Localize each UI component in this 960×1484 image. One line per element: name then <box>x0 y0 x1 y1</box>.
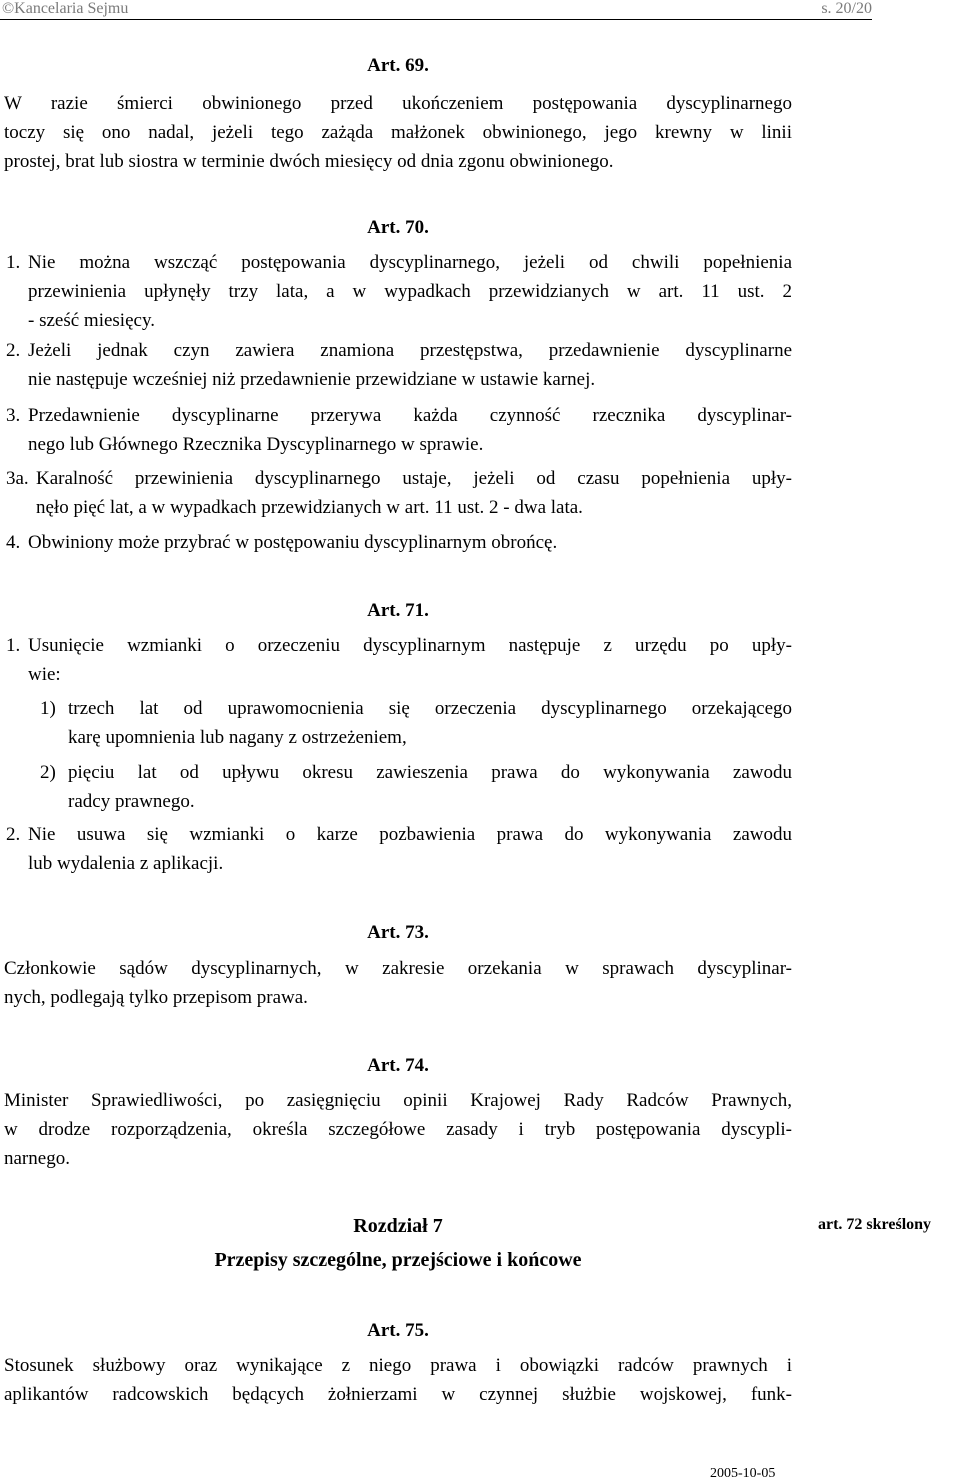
art-71-subitem-2: pięciu lat od upływu okresu zawieszenia prawa do wykonywania zawodu radcy prawnego. <box>68 762 792 812</box>
art-70-item-3a: Karalność przewinienia dyscyplinarnego ustaje, jeżeli od czasu popełnienia upły- nęło pięć lat, a w wypadkach przewidzianych w art. 11 ust. 2 - dwa lata. <box>36 468 792 518</box>
art-71-item-number: 2. <box>6 824 21 845</box>
header-page-number: s. 20/20 <box>821 0 872 17</box>
art-71-subitem-1: trzech lat od uprawomocnienia się orzeczenia dyscyplinarnego orzekającego karę upomnienia lub nagany z ostrzeżeniem, <box>68 698 792 748</box>
art-71-title: Art. 71. <box>367 600 429 621</box>
art-71-item-2: Nie usuwa się wzmianki o karze pozbawienia prawa do wykonywania zawodu lub wydalenia z aplikacji. <box>28 824 792 874</box>
art-71-item-number: 1. <box>6 635 21 656</box>
art-69-text: W razie śmierci obwinionego przed ukończeniem postępowania dyscyplinarnego toczy się ono nadal, jeżeli tego zażąda małżonek obwinionego, jego krewny w linii prostej, brat lub siostra w terminie dwóch miesięcy od dnia zgonu obwinionego. <box>4 93 792 172</box>
art-70-item-1: Nie można wszcząć postępowania dyscyplinarnego, jeżeli od chwili popełnienia przewinienia upłynęły trzy lata, a w wypadkach przewidzianych w art. 11 ust. 2 - sześć miesięcy. <box>28 252 792 331</box>
art-73-title: Art. 73. <box>367 922 429 943</box>
art-70-item-number: 2. <box>6 340 21 361</box>
art-75-text: Stosunek służbowy oraz wynikające z niego prawa i obowiązki radców prawnych i aplikantów radcowskich będących żołnierzami w czynnej służbie wojskowej, funk- <box>4 1355 792 1405</box>
art-69-title: Art. 69. <box>367 55 429 76</box>
chapter-title: Rozdział 7 <box>353 1215 443 1237</box>
header-source: ©Kancelaria Sejmu <box>2 0 129 17</box>
side-note: art. 72 skreślony <box>818 1216 932 1233</box>
art-71-item-1: Usunięcie wzmianki o orzeczeniu dyscyplinarnym następuje z urzędu po upły- wie: <box>28 635 792 685</box>
art-71-sub-number: 2) <box>40 762 56 783</box>
chapter-subtitle: Przepisy szczególne, przejściowe i końcowe <box>214 1249 582 1271</box>
art-70-item-3: Przedawnienie dyscyplinarne przerywa każda czynność rzecznika dyscyplinar- nego lub Głównego Rzecznika Dyscyplinarnego w sprawie. <box>28 405 792 455</box>
art-70-title: Art. 70. <box>367 217 429 238</box>
page-header <box>0 0 872 20</box>
art-70-item-number: 4. <box>6 532 21 553</box>
art-70-item-number: 1. <box>6 252 21 273</box>
art-70-item-4: Obwiniony może przybrać w postępowaniu dyscyplinarnym obrońcę. <box>28 532 558 553</box>
art-73-text: Członkowie sądów dyscyplinarnych, w zakresie orzekania w sprawach dyscyplinar- nych, podlegają tylko przepisom prawa. <box>4 958 792 1008</box>
art-74-title: Art. 74. <box>367 1055 429 1076</box>
footer-date: 2005-10-05 <box>710 1466 776 1481</box>
art-74-text: Minister Sprawiedliwości, po zasięgnięciu opinii Krajowej Rady Radców Prawnych, w drodze rozporządzenia, określa szczegółowe zasady i tryb postępowania dyscypli- narnego. <box>4 1090 792 1169</box>
art-71-sub-number: 1) <box>40 698 56 719</box>
art-75-title: Art. 75. <box>367 1320 429 1341</box>
art-70-item-number: 3a. <box>6 468 29 489</box>
art-70-item-2: Jeżeli jednak czyn zawiera znamiona przestępstwa, przedawnienie dyscyplinarne nie następuje wcześniej niż przedawnienie przewidziane w ustawie karnej. <box>28 340 792 390</box>
art-70-item-number: 3. <box>6 405 21 426</box>
